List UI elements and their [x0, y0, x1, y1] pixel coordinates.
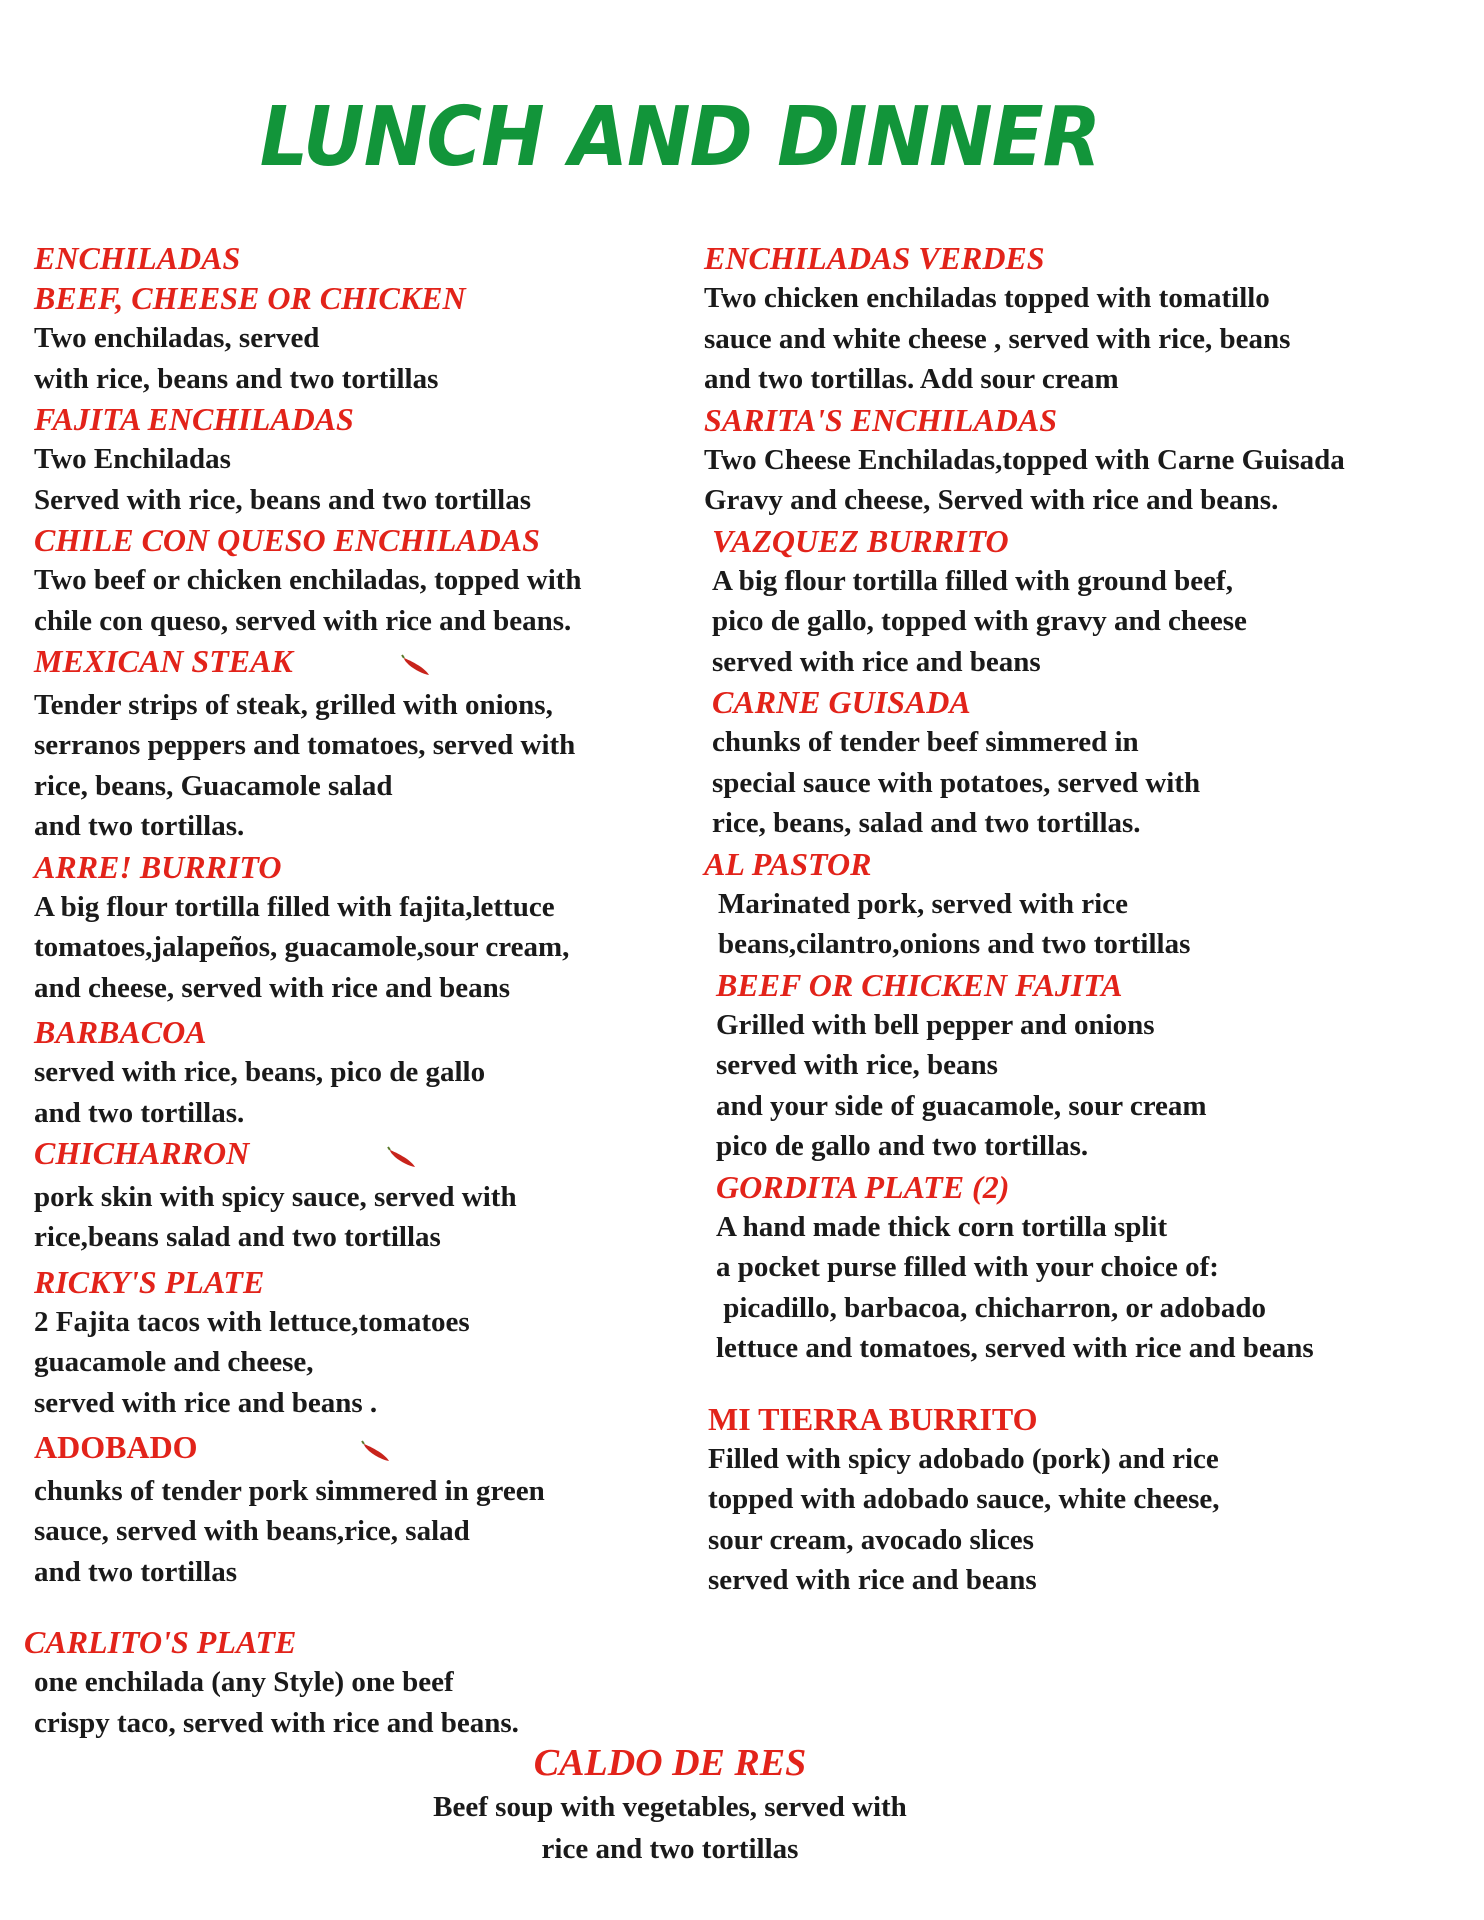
item-title-row [34, 1427, 714, 1471]
item-title: ENCHILADAS [34, 240, 241, 276]
item-description: chunks of tender beef simmered in special sauce with potatoes, served with rice, beans, salad and two tortillas. [712, 726, 1201, 839]
menu-item-beef-cheese-chicken [34, 278, 714, 399]
menu-item-caldo-de-res [330, 1740, 1010, 1870]
item-title: BARBACOA [34, 1014, 207, 1051]
menu-item-barbacoa [34, 1012, 714, 1133]
menu-column-right [704, 238, 1464, 1601]
item-description: Two beef or chicken enchiladas, topped with chile con queso, served with rice and beans. [34, 564, 582, 637]
item-description: A big flour tortilla filled with ground beef, pico de gallo, topped with gravy and cheese served with rice and beans [712, 564, 1247, 678]
menu-item-carne-guisada [712, 682, 1464, 844]
menu-item-chicharron [34, 1133, 714, 1258]
menu-item-vazquez-burrito [712, 521, 1464, 683]
item-title-row [34, 1133, 714, 1177]
page-title: LUNCH AND DINNER [259, 88, 1101, 185]
item-title: BEEF, CHEESE OR CHICKEN [34, 280, 466, 316]
menu-column-left [24, 238, 714, 1743]
item-title: BEEF OR CHICKEN FAJITA [716, 966, 1123, 1003]
chili-pepper-icon [401, 645, 431, 685]
item-title: ADOBADO [34, 1429, 198, 1466]
item-title: CARNE GUISADA [712, 684, 971, 720]
item-description: A big flour tortilla filled with fajita,lettuce tomatoes,jalapeños, guacamole,sour cream, and cheese, served with rice and beans [34, 890, 570, 1004]
item-description: Tender strips of steak, grilled with onions, serranos peppers and tomatoes, served with rice, beans, Guacamole salad and two tortillas. [34, 688, 576, 843]
item-title-row [34, 641, 714, 685]
item-description: Grilled with bell pepper and onions served with rice, beans and your side of guacamole, sour cream pico de gallo and two tortillas. [716, 1008, 1207, 1162]
item-description: Two Enchiladas Served with rice, beans and two tortillas [34, 443, 531, 516]
menu-item-beef-chicken-fajita [716, 965, 1464, 1167]
item-description: Marinated pork, served with rice beans,cilantro,onions and two tortillas [718, 887, 1191, 960]
menu-item-rickys-plate [34, 1262, 714, 1424]
item-title: CHICHARRON [34, 1135, 250, 1172]
item-title: ARRE! BURRITO [34, 848, 282, 885]
item-description: Two Cheese Enchiladas,topped with Carne Guisada Gravy and cheese, Served with rice and beans. [704, 443, 1345, 516]
menu-item-mi-tierra-burrito [708, 1399, 1464, 1601]
item-title: ENCHILADAS VERDES [704, 240, 1045, 276]
item-description: served with rice, beans, pico de gallo and two tortillas. [34, 1056, 486, 1129]
chili-pepper-icon [361, 1431, 391, 1471]
item-title: VAZQUEZ BURRITO [712, 522, 1009, 559]
item-title: FAJITA ENCHILADAS [34, 401, 354, 437]
item-title: AL PASTOR [704, 845, 872, 882]
menu-item-chile-con-queso-enchiladas [34, 520, 714, 641]
item-title: CARLITO'S PLATE [24, 1624, 297, 1661]
item-description: one enchilada (any Style) one beef crispy taco, served with rice and beans. [34, 1666, 519, 1739]
menu-item-fajita-enchiladas [34, 399, 714, 520]
item-description: A hand made thick corn tortilla split a pocket purse filled with your choice of: picadillo, barbacoa, chicharron, or adobado lettuce and tomatoes, served with rice and beans [716, 1210, 1314, 1364]
menu-item-adobado [34, 1427, 714, 1592]
menu-item-arre-burrito [34, 847, 714, 1009]
item-description: 2 Fajita tacos with lettuce,tomatoes guacamole and cheese, served with rice and beans . [34, 1305, 470, 1419]
item-title: CALDO DE RES [533, 1742, 807, 1784]
menu-item-saritas-enchiladas [704, 400, 1464, 521]
item-description: Two chicken enchiladas topped with tomatillo sauce and white cheese , served with rice, beans and two tortillas. Add sour cream [704, 282, 1291, 395]
item-title: MEXICAN STEAK [34, 643, 293, 679]
menu-item-enchiladas [34, 238, 714, 278]
menu-item-enchiladas-verdes [704, 238, 1464, 400]
chili-pepper-icon [387, 1137, 417, 1177]
item-title: MI TIERRA BURRITO [708, 1400, 1038, 1437]
item-title: GORDITA PLATE (2) [716, 1168, 1010, 1205]
item-description: chunks of tender pork simmered in green sauce, served with beans,rice, salad and two tortillas [34, 1474, 545, 1588]
item-title: SARITA'S ENCHILADAS [704, 401, 1058, 438]
item-description: Beef soup with vegetables, served with rice and two tortillas [433, 1791, 907, 1865]
menu-item-mexican-steak [34, 641, 714, 847]
item-description: pork skin with spicy sauce, served with rice,beans salad and two tortillas [34, 1180, 517, 1254]
item-title: RICKY'S PLATE [34, 1263, 265, 1300]
item-description: Two enchiladas, served with rice, beans and two tortillas [34, 322, 439, 395]
item-description: Filled with spicy adobado (pork) and rice topped with adobado sauce, white cheese, sour cream, avocado slices served with rice and beans [708, 1442, 1220, 1596]
item-title: CHILE CON QUESO ENCHILADAS [34, 522, 540, 558]
menu-item-gordita-plate [716, 1167, 1464, 1369]
menu-item-carlitos-plate [24, 1622, 714, 1743]
menu-item-al-pastor [704, 844, 1464, 965]
